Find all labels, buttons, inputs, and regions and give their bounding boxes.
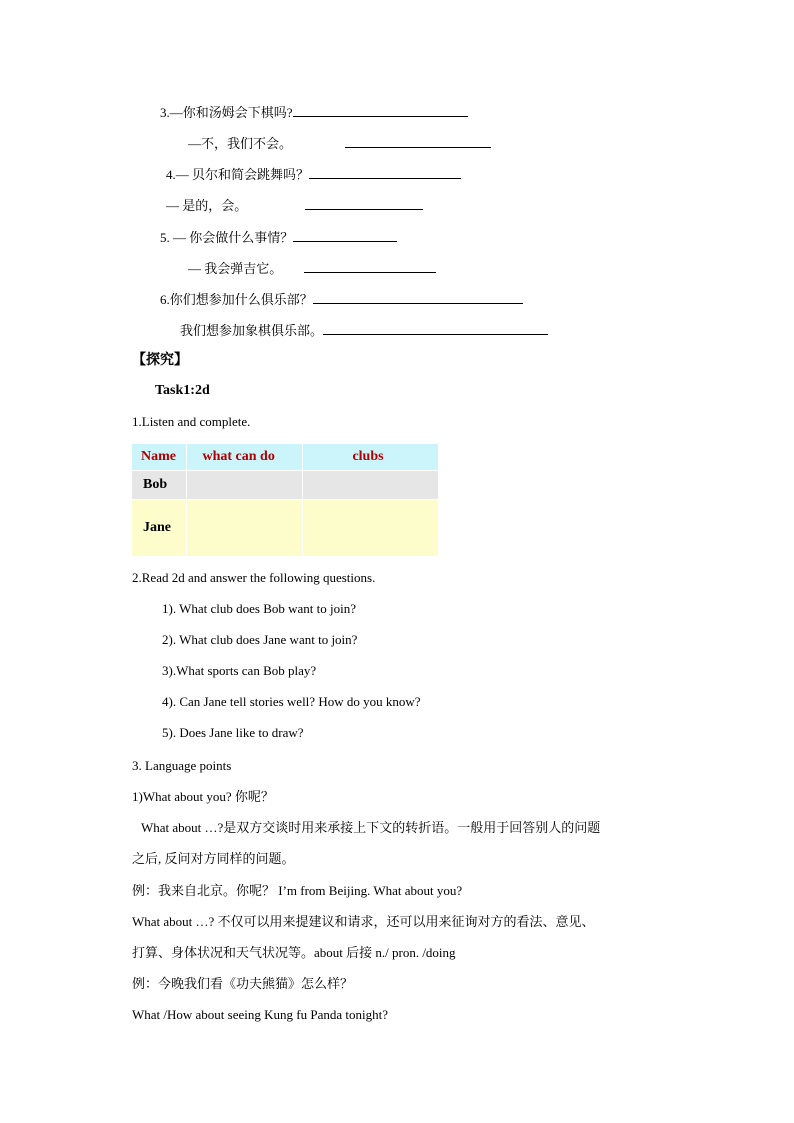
header-what-can-do: what can do: [186, 444, 302, 471]
answer-cell[interactable]: [186, 471, 302, 500]
exercise-line-3: [160, 102, 468, 122]
question-item: 4). Can Jane tell stories well? How do you know?: [162, 694, 421, 709]
listen-instruction: 1.Listen and complete.: [132, 414, 251, 429]
answer-blank[interactable]: [313, 289, 523, 304]
exercise-line-5: [160, 227, 397, 247]
table-row: [132, 500, 438, 557]
question-item: 1). What club does Bob want to join?: [162, 601, 357, 616]
question-item: 3).What sports can Bob play?: [162, 663, 317, 678]
exercise-text: 3.—你和汤姆会下棋吗?: [160, 105, 293, 120]
exercise-text: 6.你们想参加什么俱乐部？: [160, 292, 313, 307]
answer-blank[interactable]: [323, 320, 548, 335]
example-text: 例：今晚我们看《功夫熊猫》怎么样？: [132, 976, 354, 991]
question-item: 2). What club does Jane want to join?: [162, 632, 358, 647]
answer-blank[interactable]: [293, 102, 468, 117]
exercise-text: 4.— 贝尔和简会跳舞吗？: [166, 167, 310, 182]
exercise-text: — 是的，会。: [166, 198, 248, 213]
reading-title: 2.Read 2d and answer the following questions.: [132, 570, 376, 585]
exercise-line-6-reply: [180, 320, 548, 340]
row-name-jane: Jane: [132, 500, 186, 557]
explanation-text: What about …? 不仅可以用来提建议和请求，还可以用来征询对方的看法、意见、: [132, 914, 595, 929]
answer-blank[interactable]: [293, 227, 397, 242]
answer-cell[interactable]: [302, 500, 438, 557]
explanation-text: 打算、身体状况和天气状况等。about 后接 n./ pron. /doing: [132, 945, 456, 960]
exercise-text: 我们想参加象棋俱乐部。: [180, 323, 324, 338]
table-header-row: [132, 444, 438, 471]
example-text: 例：我来自北京。你呢？ I’m from Beijing. What about you?: [132, 883, 463, 898]
header-name: Name: [132, 444, 186, 471]
answer-blank[interactable]: [309, 164, 461, 179]
answer-cell[interactable]: [302, 471, 438, 500]
answer-blank[interactable]: [304, 258, 436, 273]
answer-blank[interactable]: [305, 195, 423, 210]
explanation-text: What about …?是双方交谈时用来承接上下文的转折语。一般用于回答别人的问题: [141, 820, 601, 835]
row-name-bob: Bob: [132, 471, 186, 500]
table-row: [132, 471, 438, 500]
question-item: 5). Does Jane like to draw?: [162, 725, 304, 740]
answer-cell[interactable]: [186, 500, 302, 557]
exercise-line-4: [166, 164, 461, 184]
exercise-text: — 我会弹吉它。: [188, 261, 283, 276]
exercise-line-4-reply: [166, 195, 423, 215]
section-title: 【探究】: [132, 353, 188, 368]
exercise-line-6: [160, 289, 523, 309]
explanation-text: 之后, 反问对方同样的问题。: [132, 851, 295, 866]
exercise-line-3-reply: [188, 133, 491, 153]
task-heading: Task1:2d: [155, 383, 210, 398]
example-text: What /How about seeing Kung fu Panda tonight?: [132, 1007, 388, 1022]
answer-blank[interactable]: [345, 133, 491, 148]
exercise-text: —不，我们不会。: [188, 136, 293, 151]
language-point-1: 1)What about you? 你呢？: [132, 789, 274, 804]
header-clubs: clubs: [302, 444, 438, 471]
language-title: 3. Language points: [132, 758, 232, 773]
exercise-text: 5. — 你会做什么事情？: [160, 230, 294, 245]
listen-complete-table: [132, 444, 439, 557]
exercise-line-5-reply: [188, 258, 436, 278]
